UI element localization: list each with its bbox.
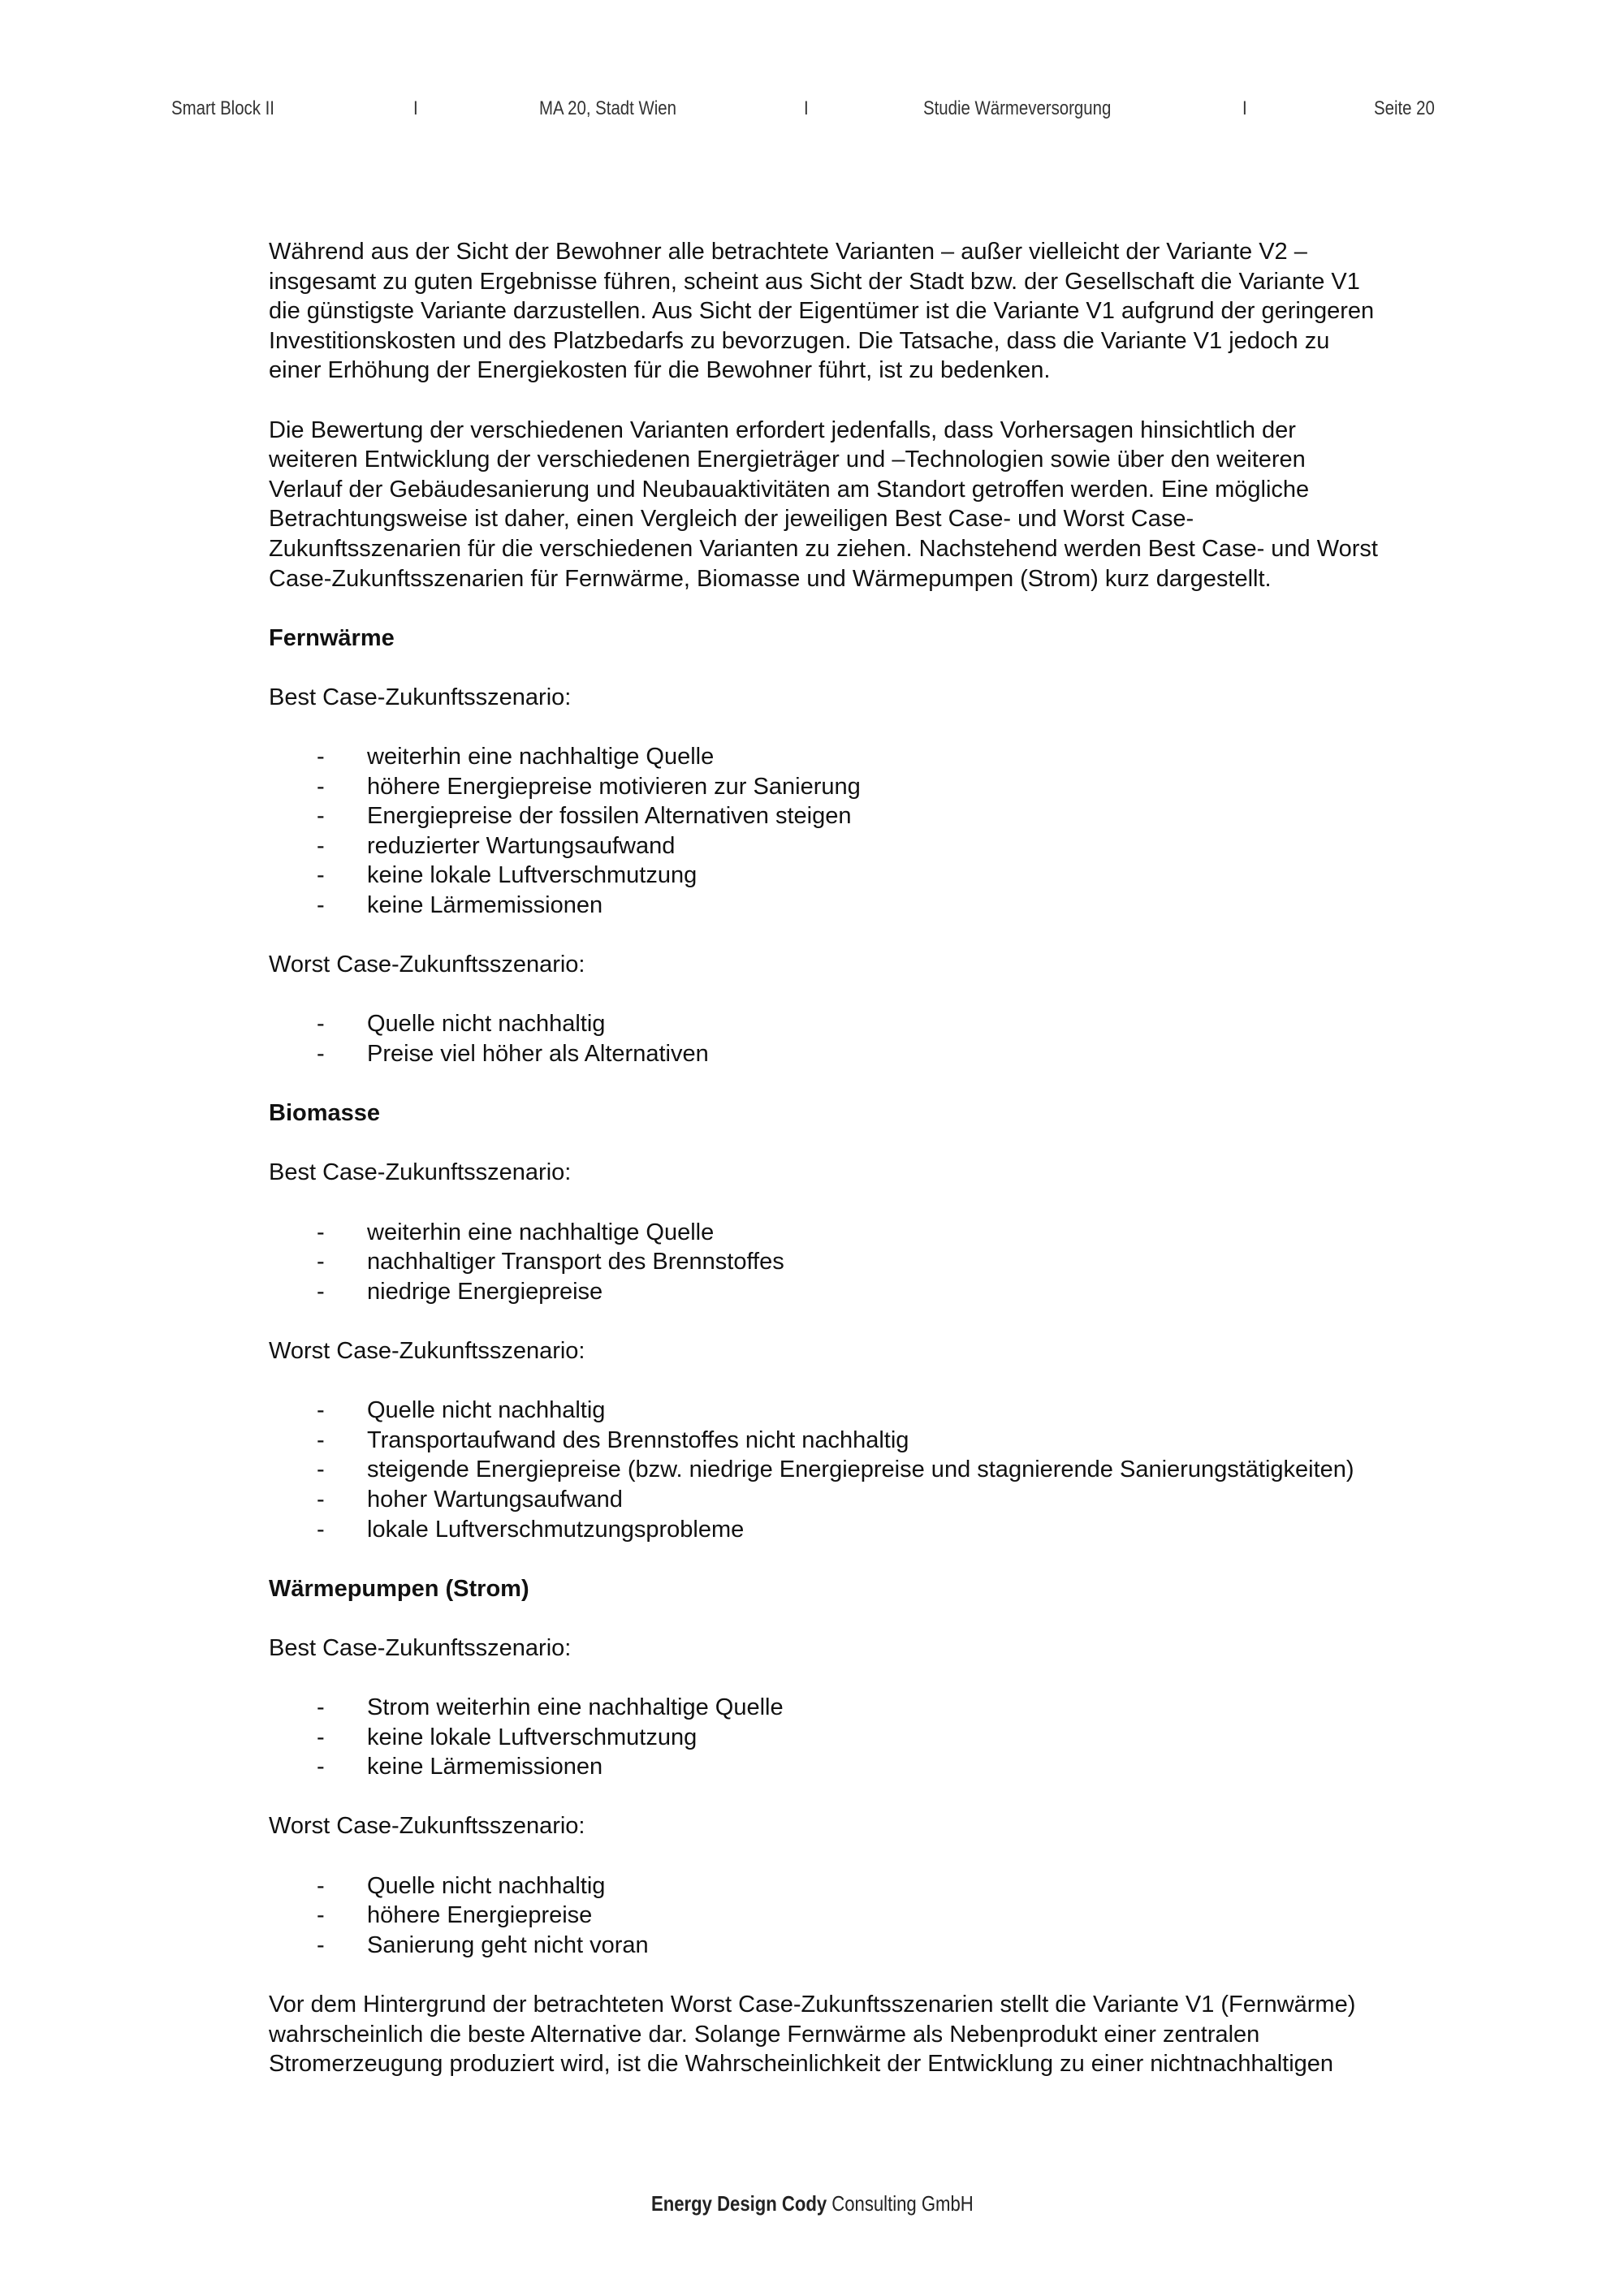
list-item xyxy=(269,742,1446,772)
best-case-list xyxy=(269,1218,1446,1307)
list-item-text: Sanierung geht nicht voran xyxy=(367,1931,649,1958)
list-item xyxy=(269,1039,1446,1069)
list-item-text: Quelle nicht nachhaltig xyxy=(367,1011,606,1038)
intro-paragraph-1 xyxy=(269,237,1446,386)
list-item-text: höhere Energiepreise motivieren zur Sanierung xyxy=(367,773,861,800)
list-dash: - xyxy=(317,1397,325,1424)
worst-case-list xyxy=(269,1396,1446,1544)
closing-paragraph xyxy=(269,1990,1446,2079)
list-dash: - xyxy=(317,1902,325,1929)
list-item xyxy=(269,1218,1446,1248)
worst-case-list xyxy=(269,1871,1446,1961)
worst-case-list xyxy=(269,1009,1446,1068)
list-item-text: höhere Energiepreise xyxy=(367,1902,593,1929)
list-item xyxy=(269,1455,1446,1485)
list-item-text: Transportaufwand des Brennstoffes nicht nachhaltig xyxy=(367,1426,909,1453)
list-item xyxy=(269,772,1446,802)
list-dash: - xyxy=(317,1931,325,1958)
list-item xyxy=(269,1693,1446,1723)
list-item-text: keine Lärmemissionen xyxy=(367,1754,603,1780)
header-client: MA 20, Stadt Wien xyxy=(539,97,676,119)
footer-company-bold: Energy Design Cody xyxy=(650,2191,827,2216)
best-case-label: Best Case-Zukunftsszenario: xyxy=(269,1634,572,1661)
best-case-list xyxy=(269,1693,1446,1782)
section-heading-waermepumpen: Wärmepumpen (Strom) xyxy=(269,1575,529,1602)
list-item-text: Quelle nicht nachhaltig xyxy=(367,1397,606,1424)
text-line: die günstigste Variante darzustellen. Aus Sicht der Eigentümer ist die Variante V1 aufgrund der geringeren xyxy=(269,298,1375,325)
list-item xyxy=(269,1277,1446,1307)
list-dash: - xyxy=(317,1694,325,1721)
text-line: insgesamt zu guten Ergebnisse führen, scheint aus Sicht der Stadt bzw. der Gesellschaft die Variante V1 xyxy=(269,268,1360,295)
list-dash: - xyxy=(317,1011,325,1038)
list-item xyxy=(269,831,1446,861)
section-heading-fernwaerme: Fernwärme xyxy=(269,624,395,651)
best-case-label: Best Case-Zukunftsszenario: xyxy=(269,684,572,710)
text-line: Investitionskosten und des Platzbedarfs zu bevorzugen. Die Tatsache, dass die Variante V1 jedoch zu xyxy=(269,327,1330,354)
list-item xyxy=(269,1871,1446,1901)
list-dash: - xyxy=(317,744,325,770)
list-dash: - xyxy=(317,832,325,859)
worst-case-label: Worst Case-Zukunftsszenario: xyxy=(269,1813,585,1840)
list-item xyxy=(269,1901,1446,1931)
list-item-text: Energiepreise der fossilen Alternativen steigen xyxy=(367,803,852,830)
list-dash: - xyxy=(317,1516,325,1543)
worst-case-label: Worst Case-Zukunftsszenario: xyxy=(269,952,585,978)
list-dash: - xyxy=(317,892,325,919)
document-body xyxy=(269,237,1446,2108)
list-dash: - xyxy=(317,1754,325,1780)
list-item xyxy=(269,1009,1446,1039)
text-line: Vor dem Hintergrund der betrachteten Worst Case-Zukunftsszenarien stellt die Variante V1 (Fernwärme) xyxy=(269,1992,1356,2018)
intro-paragraph-2 xyxy=(269,416,1446,594)
list-item xyxy=(269,801,1446,831)
list-item xyxy=(269,1515,1446,1545)
list-item-text: Preise viel höher als Alternativen xyxy=(367,1041,709,1068)
footer-company-rest: Consulting GmbH xyxy=(826,2191,974,2216)
list-item-text: weiterhin eine nachhaltige Quelle xyxy=(367,744,715,770)
list-item xyxy=(269,1396,1446,1426)
list-item-text: niedrige Energiepreise xyxy=(367,1278,603,1305)
list-item-text: keine Lärmemissionen xyxy=(367,892,603,919)
list-item-text: nachhaltiger Transport des Brennstoffes xyxy=(367,1249,784,1275)
list-item xyxy=(269,1247,1446,1277)
text-line: Stromerzeugung produziert wird, ist die Wahrscheinlichkeit der Entwicklung zu einer nichtnachhaltigen xyxy=(269,2051,1334,2078)
list-item xyxy=(269,891,1446,921)
page-footer xyxy=(0,2191,1624,2216)
list-item xyxy=(269,1485,1446,1515)
list-item-text: keine lokale Luftverschmutzung xyxy=(367,862,698,889)
text-line: Die Bewertung der verschiedenen Varianten erfordert jedenfalls, dass Vorhersagen hinsichtlich der xyxy=(269,416,1296,443)
text-line: Case-Zukunftsszenarien für Fernwärme, Biomasse und Wärmepumpen (Strom) kurz dargestellt. xyxy=(269,565,1272,592)
list-dash: - xyxy=(317,1426,325,1453)
list-dash: - xyxy=(317,1041,325,1068)
list-item xyxy=(269,1752,1446,1782)
list-item-text: hoher Wartungsaufwand xyxy=(367,1486,623,1513)
header-separator: I xyxy=(1242,97,1247,119)
section-heading-biomasse: Biomasse xyxy=(269,1100,381,1127)
worst-case-label: Worst Case-Zukunftsszenario: xyxy=(269,1337,585,1364)
list-item-text: steigende Energiepreise (bzw. niedrige Energiepreise und stagnierende Sanierungstätigkeiten) xyxy=(367,1457,1354,1483)
list-item-text: reduzierter Wartungsaufwand xyxy=(367,832,676,859)
text-line: Zukunftsszenarien für die verschiedenen Varianten zu ziehen. Nachstehend werden Best Case- und Worst xyxy=(269,535,1378,562)
list-item-text: Strom weiterhin eine nachhaltige Quelle xyxy=(367,1694,784,1721)
header-page-number: Seite 20 xyxy=(1374,97,1435,119)
list-dash: - xyxy=(317,1457,325,1483)
header-separator: I xyxy=(413,97,418,119)
list-dash: - xyxy=(317,1278,325,1305)
list-dash: - xyxy=(317,1724,325,1750)
list-dash: - xyxy=(317,803,325,830)
list-item xyxy=(269,1931,1446,1961)
list-dash: - xyxy=(317,862,325,889)
header-project: Smart Block II xyxy=(171,97,274,119)
text-line: Während aus der Sicht der Bewohner alle betrachtete Varianten – außer vielleicht der Variante V2 – xyxy=(269,239,1307,265)
best-case-label: Best Case-Zukunftsszenario: xyxy=(269,1159,572,1186)
best-case-list xyxy=(269,742,1446,921)
list-dash: - xyxy=(317,773,325,800)
text-line: einer Erhöhung der Energiekosten für die Bewohner führt, ist zu bedenken. xyxy=(269,357,1051,384)
list-dash: - xyxy=(317,1249,325,1275)
list-dash: - xyxy=(317,1872,325,1899)
list-item-text: weiterhin eine nachhaltige Quelle xyxy=(367,1219,715,1245)
text-line: Verlauf der Gebäudesanierung und Neubauaktivitäten am Standort getroffen werden. Eine mögliche xyxy=(269,476,1310,503)
list-dash: - xyxy=(317,1219,325,1245)
list-item-text: keine lokale Luftverschmutzung xyxy=(367,1724,698,1750)
list-dash: - xyxy=(317,1486,325,1513)
list-item-text: lokale Luftverschmutzungsprobleme xyxy=(367,1516,745,1543)
list-item xyxy=(269,861,1446,891)
text-line: weiteren Entwicklung der verschiedenen Energieträger und –Technologien sowie über den weiteren xyxy=(269,447,1306,473)
list-item xyxy=(269,1723,1446,1753)
text-line: Betrachtungsweise ist daher, einen Vergleich der jeweiligen Best Case- und Worst Case- xyxy=(269,506,1194,533)
footer-company xyxy=(651,2191,974,2216)
header-study: Studie Wärmeversorgung xyxy=(923,97,1112,119)
text-line: wahrscheinlich die beste Alternative dar. Solange Fernwärme als Nebenprodukt einer zentralen xyxy=(269,2021,1260,2048)
page-header xyxy=(0,97,1624,130)
list-item-text: Quelle nicht nachhaltig xyxy=(367,1872,606,1899)
header-separator: I xyxy=(804,97,809,119)
list-item xyxy=(269,1426,1446,1456)
